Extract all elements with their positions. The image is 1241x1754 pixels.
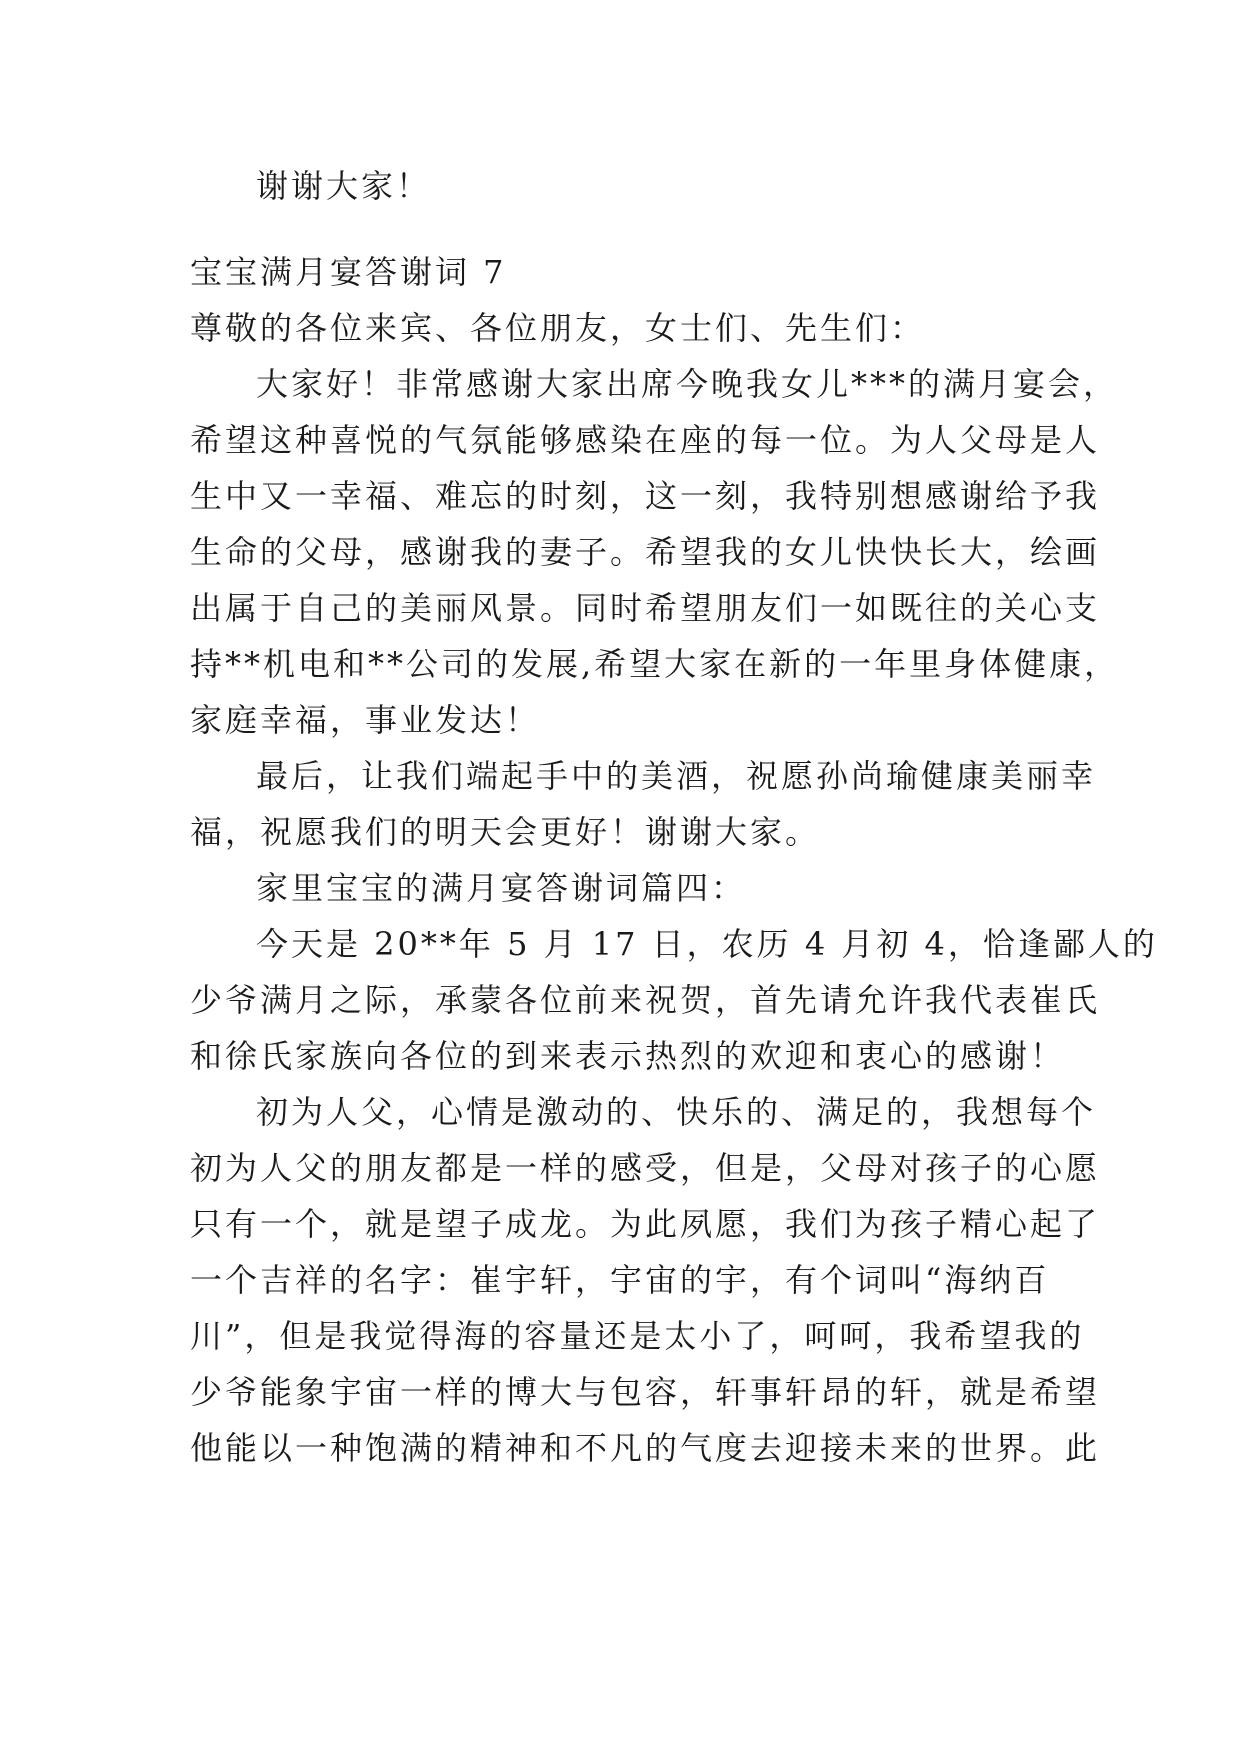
section-title: 宝宝满月宴答谢词 7 <box>190 253 507 291</box>
paragraph-line: 初为人父，心情是激动的、快乐的、满足的，我想每个 <box>256 1093 1097 1131</box>
paragraph-line: 川”，但是我觉得海的容量还是太小了，呵呵，我希望我的 <box>190 1317 1085 1355</box>
paragraph-line: 只有一个，就是望子成龙。为此夙愿，我们为孩子精心起了 <box>190 1205 1101 1243</box>
paragraph-line: 持**机电和**公司的发展,希望大家在新的一年里身体健康， <box>190 645 1120 683</box>
paragraph-line: 生命的父母，感谢我的妻子。希望我的女儿快快长大，绘画 <box>190 533 1101 571</box>
paragraph-line: 出属于自己的美丽风景。同时希望朋友们一如既往的关心支 <box>190 589 1101 627</box>
paragraph-line: 生中又一幸福、难忘的时刻，这一刻，我特别想感谢给予我 <box>190 477 1101 515</box>
closing-thanks: 谢谢大家！ <box>256 167 432 205</box>
paragraph-line: 少爷能象宇宙一样的博大与包容，轩事轩昂的轩，就是希望 <box>190 1373 1101 1411</box>
paragraph-line: 家庭幸福，事业发达！ <box>190 701 541 739</box>
paragraph-line: 福，祝愿我们的明天会更好！谢谢大家。 <box>190 813 821 851</box>
paragraph-line: 他能以一种饱满的精神和不凡的气度去迎接未来的世界。此 <box>190 1429 1101 1467</box>
paragraph-line: 和徐氏家族向各位的到来表示热烈的欢迎和衷心的感谢！ <box>190 1037 1066 1075</box>
paragraph-line: 最后，让我们端起手中的美酒，祝愿孙尚瑜健康美丽幸 <box>256 757 1097 795</box>
paragraph-line: 少爷满月之际，承蒙各位前来祝贺，首先请允许我代表崔氏 <box>190 981 1101 1019</box>
subsection-heading: 家里宝宝的满月宴答谢词篇四： <box>256 869 747 907</box>
paragraph-line: 今天是 20**年 5 月 17 日，农历 4 月初 4，恰逢鄙人的 <box>256 925 1158 963</box>
paragraph-line: 大家好！非常感谢大家出席今晚我女儿***的满月宴会， <box>256 365 1119 403</box>
paragraph-line: 一个吉祥的名字：崔宇轩，宇宙的宇，有个词叫“海纳百 <box>190 1261 1050 1299</box>
salutation: 尊敬的各位来宾、各位朋友，女士们、先生们： <box>190 309 926 347</box>
paragraph-line: 初为人父的朋友都是一样的感受，但是，父母对孩子的心愿 <box>190 1149 1101 1187</box>
paragraph-line: 希望这种喜悦的气氛能够感染在座的每一位。为人父母是人 <box>190 421 1101 459</box>
